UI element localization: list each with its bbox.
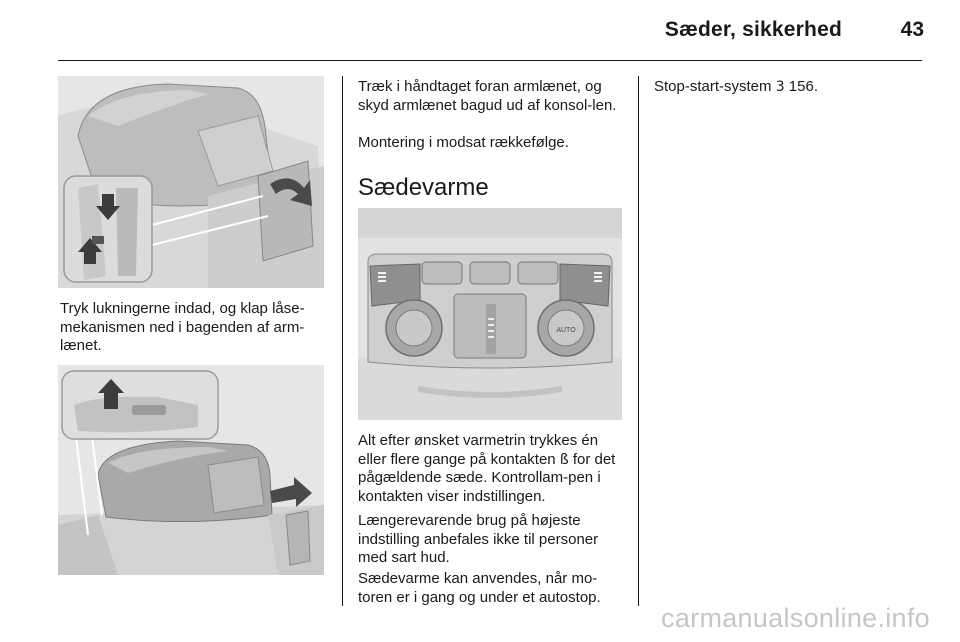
seat-heating-instruction: [358, 432, 628, 506]
installation-text: Montering i modsat rækkefølge.: [358, 134, 569, 151]
header-rule: [58, 60, 922, 61]
seat-heating-icon: ß: [559, 451, 569, 468]
auto-label: AUTO: [556, 327, 576, 334]
column-divider: [342, 76, 343, 606]
engine-condition-note: Sædevarme kan anvendes, når mo-toren er i gang og under et autostop.: [358, 570, 601, 606]
sensitive-skin-warning: Længerevarende brug på højeste indstilling anbefales ikke til personer med sart hud.: [358, 512, 599, 566]
armrest-latch-illustration: [58, 76, 324, 288]
armrest-slide-illustration: [58, 365, 324, 575]
section-heading: Sædevarme: [358, 174, 489, 201]
reference-page: 156.: [788, 78, 818, 95]
removal-text: Træk i håndtaget foran armlænet, og skyd armlænet bagud ud af konsol-len.: [358, 78, 617, 114]
watermark: carmanualsonline.info: [661, 603, 930, 633]
section-title: Sæder, sikkerhed: [664, 18, 842, 41]
cross-reference: [654, 78, 924, 97]
reference-label: Stop-start-system: [654, 78, 772, 95]
column-divider: [638, 76, 639, 606]
climate-panel-illustration: [358, 208, 622, 420]
reference-arrow-icon: 3: [775, 79, 785, 95]
instruction-text-end: for det pågældende sæde. Kontrollam-pen i kontakten viser indstillingen.: [358, 450, 616, 505]
instruction-text-start: Alt efter ønsket varmetrin trykkes én eller flere gange på kontakten: [358, 432, 599, 468]
page-number: 43: [900, 18, 924, 41]
latch-caption: Tryk lukningerne indad, og klap låse-mekanismen ned i bagenden af arm-lænet.: [60, 300, 305, 354]
